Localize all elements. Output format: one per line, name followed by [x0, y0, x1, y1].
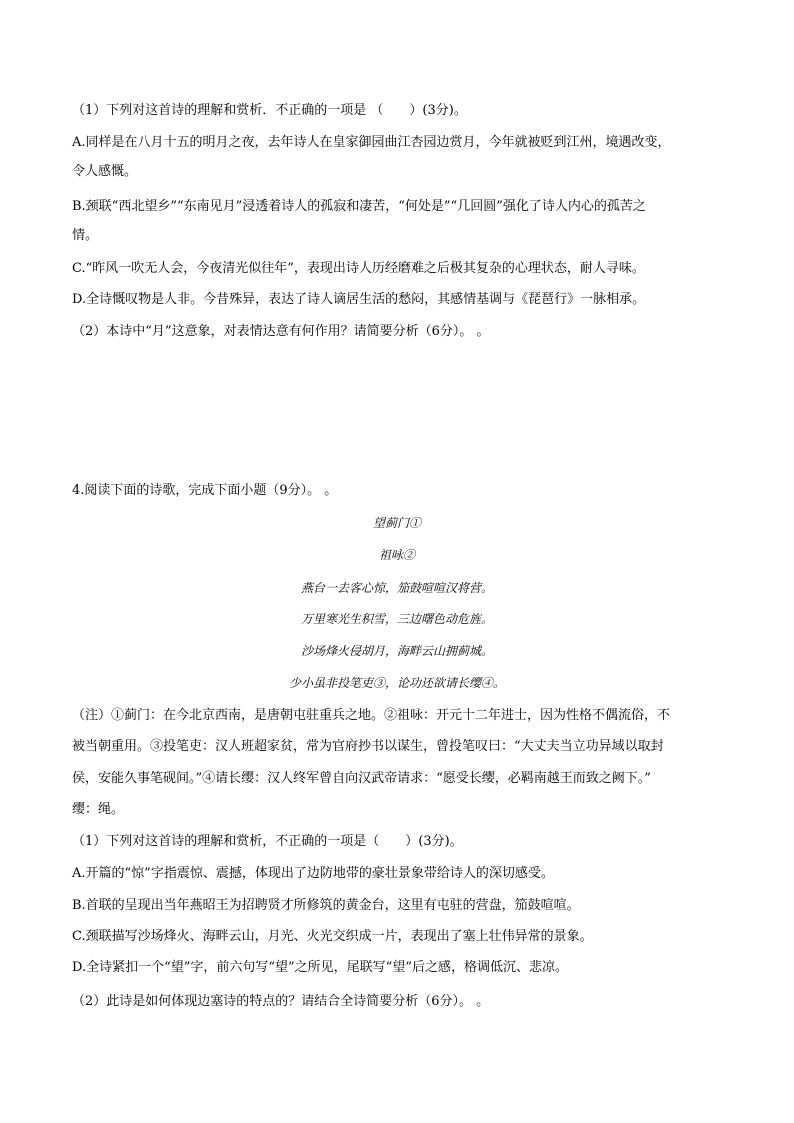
q3-option-a-line2: 令人感慨。	[72, 164, 138, 179]
q3-option-b-line1: B.颈联“西北望乡”“东南见月”浸透着诗人的孤寂和凄苦，“何处是”“几回圆”强化了诗人内心的孤苦之	[72, 199, 646, 214]
poem-line: 燕台一去客心惊，笳鼓喧喧汉将营。	[300, 581, 493, 595]
poem-title: 望蓟门①	[372, 516, 421, 530]
q4-sub1-prompt: （1）下列对这首诗的理解和赏析，不正确的一项是（ ）(3分)。	[72, 834, 463, 849]
q4-note-line1: （注）①蓟门：在今北京西南，是唐朝屯驻重兵之地。②祖咏：开元十二年进士，因为性格不偶流俗，不	[72, 708, 671, 723]
poem-line: 沙场烽火侵胡月，海畔云山拥蓟城。	[300, 644, 493, 658]
q4-sub2-prompt: （2）此诗是如何体现边塞诗的特点的？请结合全诗简要分析（6分）。 。	[72, 994, 490, 1009]
q4-option-b: B.首联的呈现出当年燕昭王为招聘贤才所修筑的黄金台，这里有屯驻的营盘，笳鼓喧喧。	[72, 898, 580, 913]
q3-sub1-prompt: （1）下列对这首诗的理解和赏析．不正确的一项是 （ ）(3分)。	[72, 103, 467, 118]
q4-option-a: A.开篇的“惊”字指震惊、震撼，体现出了边防地带的豪壮景象带给诗人的深切感受。	[72, 866, 554, 881]
q4-note-line2: 被当朝重用。③投笔吏：汉人班超家贫，常为官府抄书以谋生，曾投笔叹曰：“大丈夫当立功异域以取封	[72, 739, 664, 754]
q3-option-c: C.“昨风一吹无人会，今夜清光似往年”，表现出诗人历经磨难之后极其复杂的心理状态，耐人寻味。	[72, 261, 645, 276]
q3-option-d: D.全诗慨叹物是人非。今昔殊异，表达了诗人谪居生活的愁闷，其感情基调与《琵琶行》一脉相承。	[72, 292, 646, 307]
poem-line: 少小虽非投笔吏③，论功还欲请长缨④。	[288, 676, 505, 690]
q4-intro: 4.阅读下面的诗歌，完成下面小题（9分）。 。	[72, 483, 338, 498]
q4-option-d: D.全诗紧扣一个“望”字，前六句写“望”之所见，尾联写“望”后之感，格调低沉、悲凉。	[72, 960, 568, 975]
q3-sub2-prompt: （2）本诗中“月”这意象，对表情达意有何作用？请简要分析（6分）。 。	[72, 324, 490, 339]
q3-option-b-line2: 情。	[72, 228, 99, 243]
poem-line: 万里寒光生积雪，三边曙色动危旌。	[300, 612, 493, 626]
q4-option-c: C.颈联描写沙场烽火、海畔云山，月光、火光交织成一片，表现出了塞上壮伟异常的景象。	[72, 929, 593, 944]
poem-author: 祖咏②	[378, 548, 415, 562]
q3-option-a-line1: A.同样是在八月十五的明月之夜，去年诗人在皇家御园曲江杏园边赏月，今年就被贬到江州，境遇改变，	[72, 135, 671, 150]
q4-note-line4: 缨：绳。	[72, 802, 125, 817]
q4-note-line3: 侯，安能久事笔砚间。”④请长缨：汉人终军曾自向汉武帝请求：“愿受长缨，必羁南越王而致之阙下。”	[72, 771, 651, 786]
